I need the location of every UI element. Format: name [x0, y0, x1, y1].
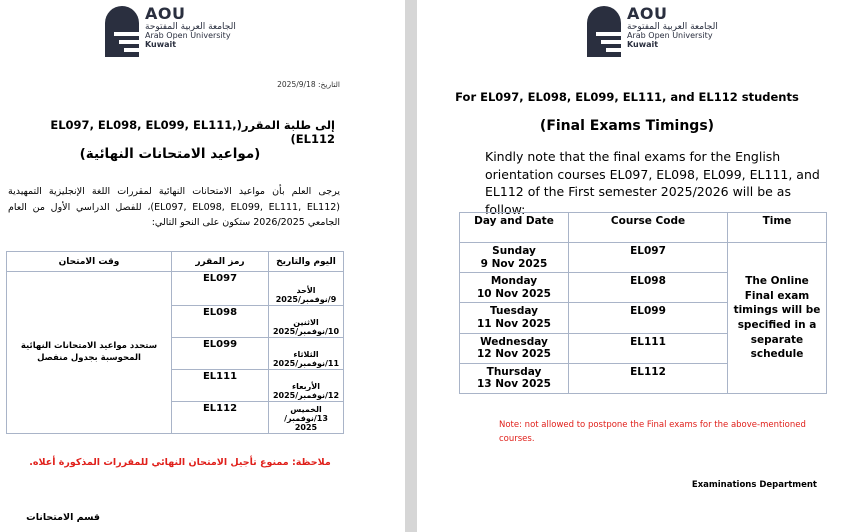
table-row [460, 243, 827, 273]
ar-row-code: EL111 [172, 370, 269, 402]
ar-row-code: EL097 [172, 272, 269, 306]
arabic-body: يرجى العلم بأن مواعيد الامتحانات النهائية لمقررات اللغة الإنجليزية التمهيدية (EL097, EL098, EL099, EL111, EL112)، للفصل الدراسي الأول من العام الجامعي 2026/2025 ستكون على النحو التالي: [8, 186, 341, 229]
arabic-exam-table [6, 251, 344, 434]
logo-abbr: AOU [627, 4, 668, 23]
en-row-code: EL097 [569, 243, 728, 273]
logo-abbr: AOU [145, 4, 186, 23]
arabic-title: (مواعيد الامتحانات النهائية) [79, 146, 261, 162]
english-title: (Final Exams Timings) [539, 118, 715, 134]
ar-row-day: الأربعاء [292, 382, 320, 391]
table-row [7, 272, 344, 306]
ar-row-day: الخميس [290, 405, 322, 414]
date-line [230, 80, 340, 89]
ar-row-date: 11/نوفمبر/2025 [272, 359, 340, 368]
ar-row-day: الاثنين [293, 318, 319, 327]
en-row-day: Monday [490, 275, 538, 288]
english-department: Examinations Department [691, 480, 817, 490]
logo-country: Kuwait [145, 40, 177, 50]
ar-time-note: ستحدد مواعيد الامتحانات النهائية المحوسبة بجدول منفصل [7, 272, 172, 434]
english-exam-table [459, 212, 827, 394]
logo-arabic-name: الجامعة العربية المفتوحة [145, 21, 236, 32]
logo-arabic-name: الجامعة العربية المفتوحة [627, 21, 718, 32]
en-row-day: Sunday [492, 245, 536, 257]
arabic-department: قسم الامتحانات [26, 512, 100, 523]
ar-row-day: الثلاثاء [293, 350, 319, 359]
aou-logo [105, 5, 236, 57]
english-note: Note: not allowed to postpone the Final exams for the above-mentioned courses. [499, 420, 806, 444]
en-row-date: 13 Nov 2025 [477, 378, 551, 391]
ar-row-day: الأحد [296, 286, 316, 295]
to-students-heading: إلى طلبة المقرر(EL097, EL098, EL099, EL111, EL112) [50, 118, 335, 146]
ar-row-code: EL112 [172, 402, 269, 434]
ar-row-code: EL099 [172, 338, 269, 370]
en-row-date: 10 Nov 2025 [477, 287, 551, 300]
en-row-day: Tuesday [490, 305, 538, 318]
en-row-date: 11 Nov 2025 [477, 317, 551, 330]
page-gutter [405, 0, 417, 532]
ar-row-date: 9/نوفمبر/2025 [275, 295, 337, 304]
en-row-code: EL099 [569, 303, 728, 333]
ar-header-day-date: اليوم والتاريخ [269, 252, 344, 272]
arabic-page [0, 0, 405, 532]
en-row-code: EL112 [569, 363, 728, 393]
aou-logo [587, 5, 718, 57]
en-row-day: Wednesday [480, 335, 548, 348]
en-row-date: 9 Nov 2025 [480, 257, 548, 270]
ar-row-date: 13/نوفمبر/ 2025 [284, 414, 328, 432]
en-header-day-date: Day and Date [460, 213, 569, 243]
date-value: 2025/9/18 [277, 80, 316, 89]
en-row-date: 12 Nov 2025 [477, 348, 551, 361]
aou-logo-mark-icon [587, 5, 621, 57]
date-label: التاريخ: [318, 80, 340, 89]
for-students-heading: For EL097, EL098, EL099, EL111, and EL112 students [455, 90, 799, 104]
en-row-day: Thursday [486, 365, 542, 378]
arabic-note: ملاحظة: ممنوع تأجيل الامتحان النهائي للمقررات المذكورة أعلاه. [29, 457, 331, 468]
ar-header-time: وقت الامتحان [7, 252, 172, 272]
en-header-code: Course Code [569, 213, 728, 243]
en-row-code: EL111 [569, 333, 728, 363]
logo-english-name: Arab Open University [627, 31, 713, 41]
english-page [417, 0, 845, 532]
logo-english-name: Arab Open University [145, 31, 231, 41]
ar-row-code: EL098 [172, 306, 269, 338]
en-header-time: Time [728, 213, 827, 243]
aou-logo-mark-icon [105, 5, 139, 57]
ar-row-date: 12/نوفمبر/2025 [272, 391, 340, 400]
ar-header-code: رمز المقرر [172, 252, 269, 272]
ar-row-date: 10/نوفمبر/2025 [272, 327, 340, 336]
en-row-code: EL098 [569, 273, 728, 303]
logo-country: Kuwait [627, 40, 659, 50]
english-body: Kindly note that the final exams for the English orientation courses EL097, EL098, EL099, EL111, and EL112 of the First semester 2025/2026 will be as follow: [485, 149, 820, 217]
en-time-note: The Online Final exam timings will be specified in a separate schedule [728, 243, 827, 394]
